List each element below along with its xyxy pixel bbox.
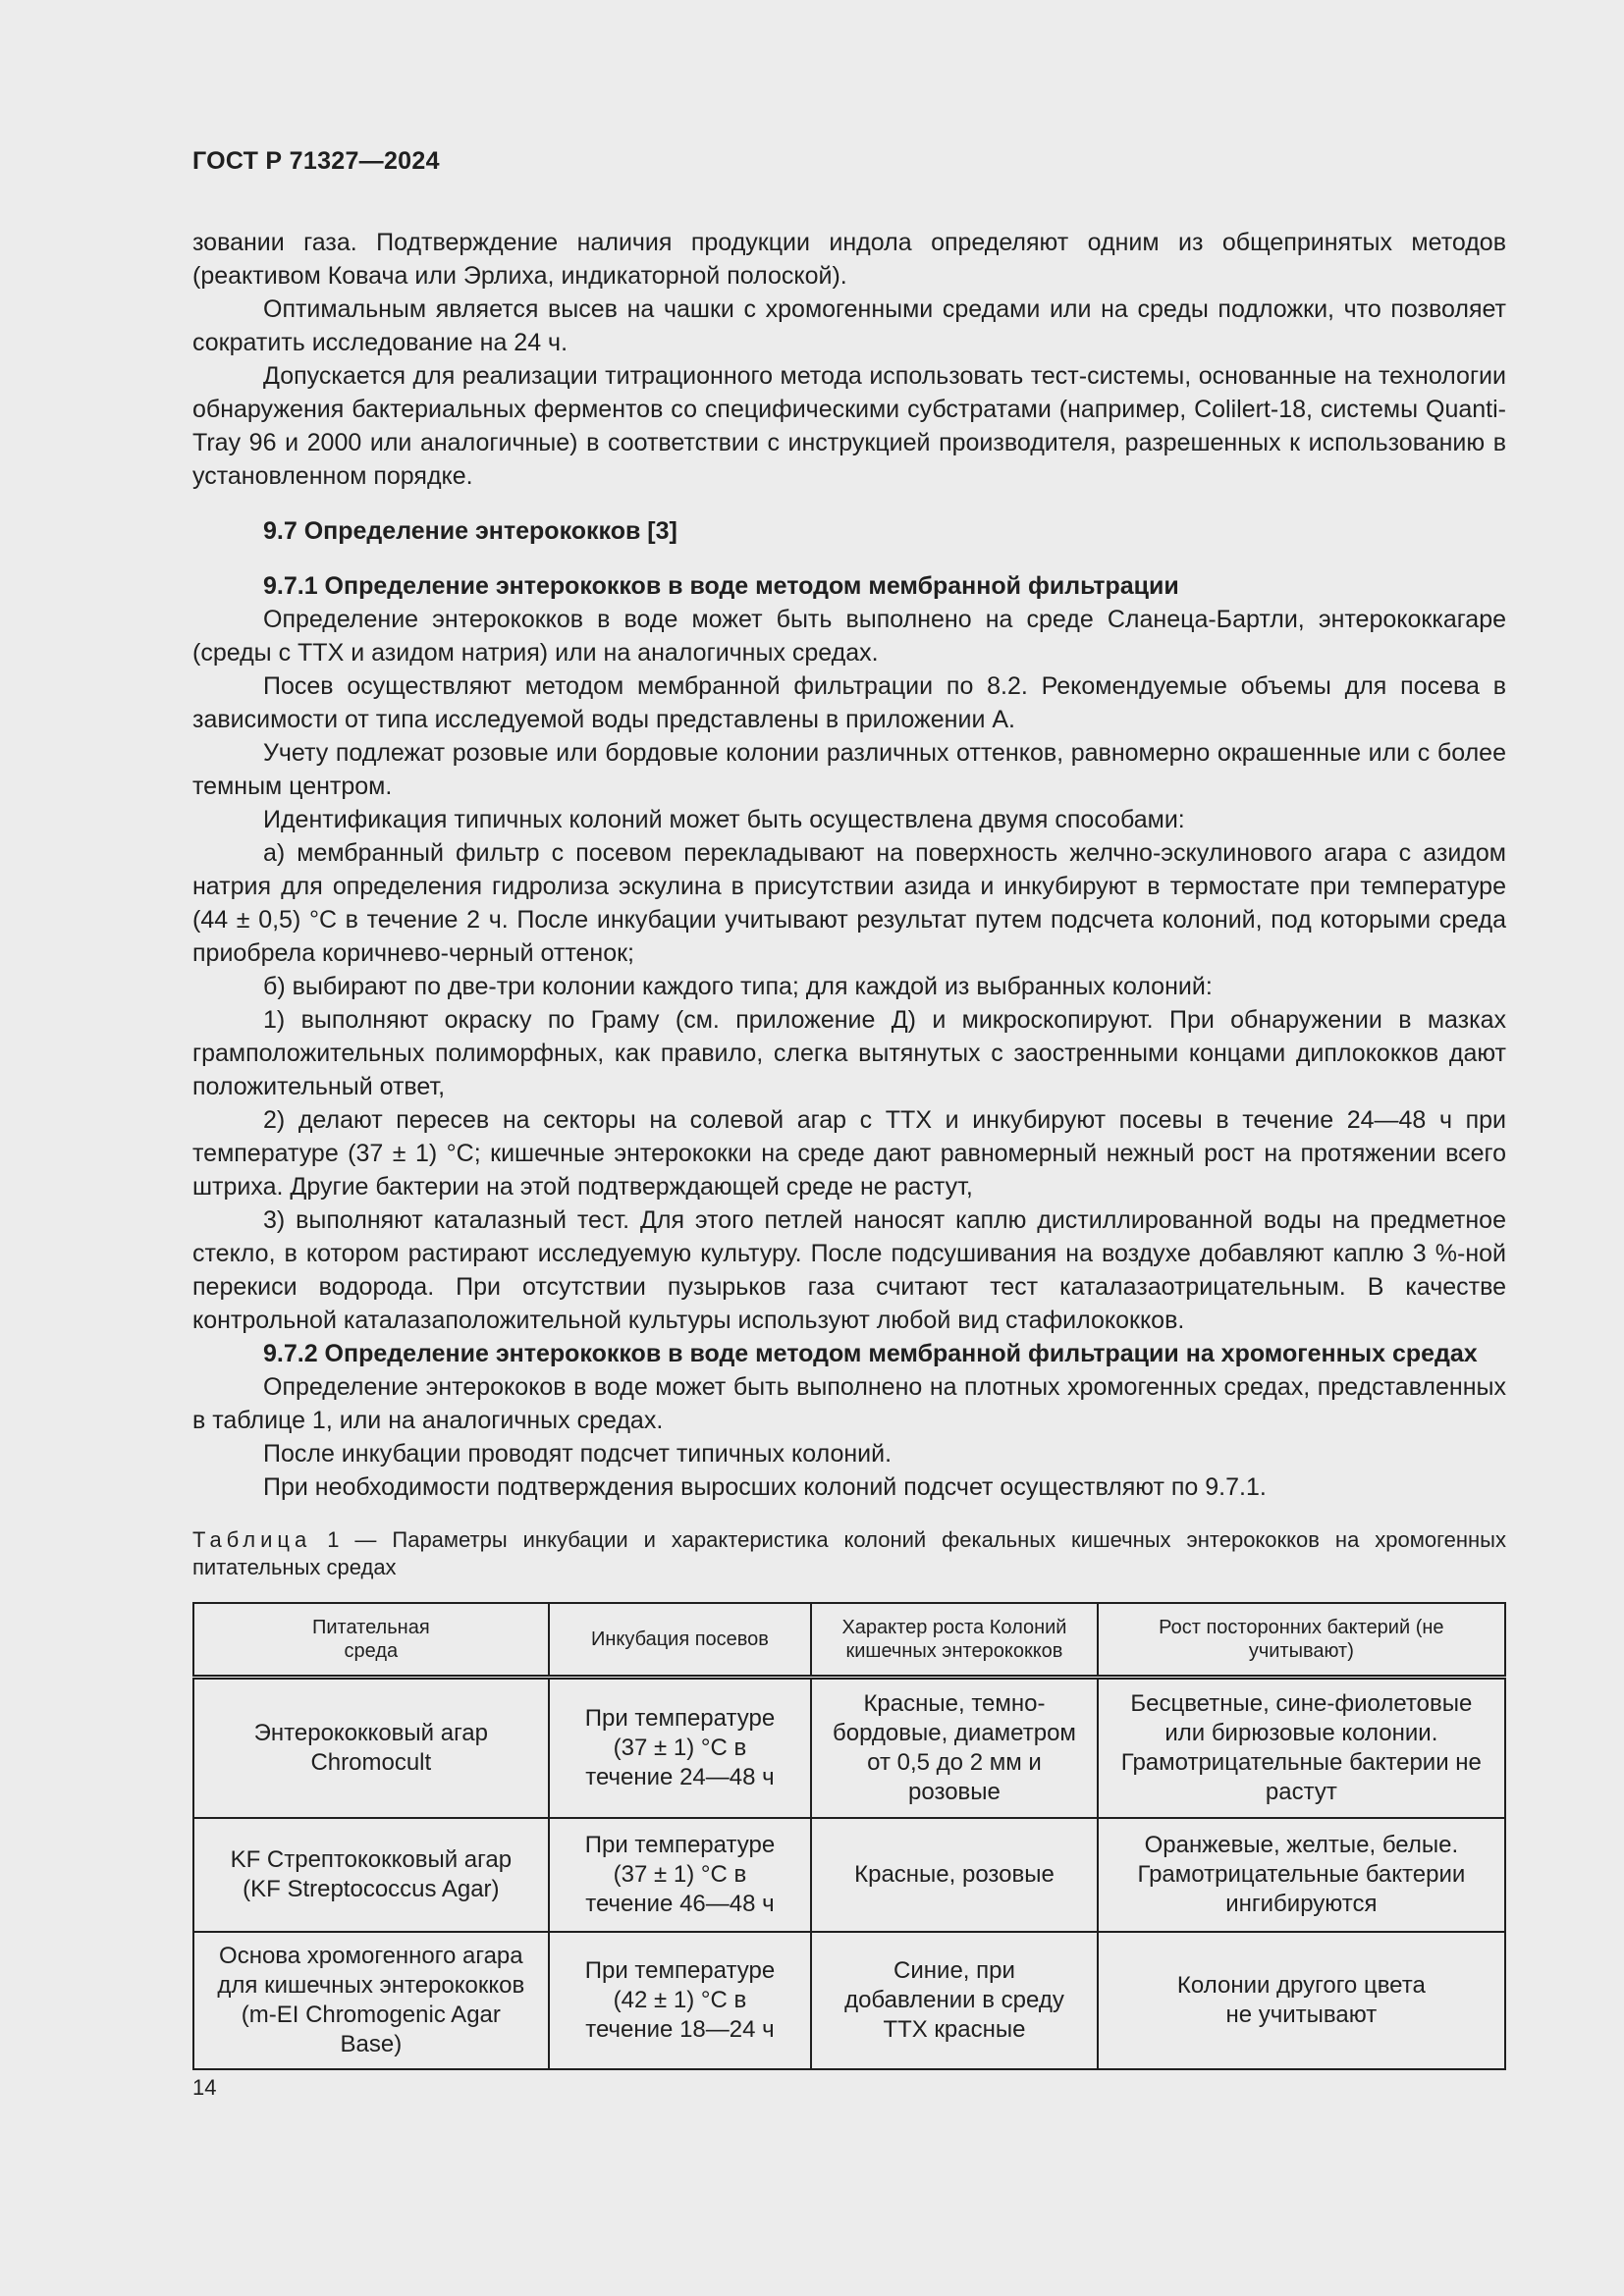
document-header: ГОСТ Р 71327—2024 xyxy=(192,147,440,175)
column-header-incubation: Инкубация посевов xyxy=(549,1603,812,1678)
paragraph: Определение энтерококов в воде может быть выполнено на плотных хромогенных средах, представленных в таблице 1, или на аналогичных средах. xyxy=(192,1373,1506,1434)
paragraph: зовании газа. Подтверждение наличия продукции индола определяют одним из общепринятых методов (реактивом Ковача или Эрлиха, индикаторной полоской). xyxy=(192,229,1506,290)
table-cell: Колонии другого цвета не учитывают xyxy=(1098,1932,1505,2069)
table-cell: Энтерококковый агар Chromocult xyxy=(193,1678,549,1819)
table-cell: Оранжевые, желтые, белые. Грамотрицательные бактерии ингибируются xyxy=(1098,1818,1505,1932)
table-cell: Красные, темно-бордовые, диаметром от 0,5 до 2 мм и розовые xyxy=(811,1678,1097,1819)
paragraph: Допускается для реализации титрационного метода использовать тест-системы, основанные на технологии обнаружения бактериальных ферментов со специфическими субстратами (например, Colilert-18, системы Quanti-Tray 96 и 2000 или аналогичные) в соответствии с инструкцией производителя, разрешенных к использованию в установленном порядке. xyxy=(192,362,1506,490)
paragraph: Оптимальным является высев на чашки с хромогенными средами или на среды подложки, что позволяет сократить исследование на 24 ч. xyxy=(192,295,1506,356)
table-caption-label: Таблица xyxy=(192,1527,312,1552)
parameters-table xyxy=(192,1602,1506,2070)
paragraph: Идентификация типичных колоний может быть осуществлена двумя способами: xyxy=(263,806,1185,833)
table-cell: Красные, розовые xyxy=(811,1818,1097,1932)
list-item: б) выбирают по две-три колонии каждого типа; для каждой из выбранных колоний: xyxy=(263,973,1213,1000)
paragraph: После инкубации проводят подсчет типичных колоний. xyxy=(263,1440,893,1468)
table-cell: KF Стрептококковый агар (KF Streptococcus Agar) xyxy=(193,1818,549,1932)
table-header-row xyxy=(193,1603,1505,1678)
table-cell: Синие, при добавлении в среду ТТХ красные xyxy=(811,1932,1097,2069)
page-number: 14 xyxy=(192,2075,217,2100)
table-cell: При температуре (37 ± 1) °С в течение 46—48 ч xyxy=(549,1818,812,1932)
column-header-medium: Питательная среда xyxy=(193,1603,549,1678)
table-row xyxy=(193,1932,1505,2069)
table-cell: Основа хромогенного агара для кишечных энтерококков (m-EI Chromogenic Agar Base) xyxy=(193,1932,549,2069)
paragraph: Определение энтерококков в воде может быть выполнено на среде Сланеца-Бартли, энтерококкагаре (среды с ТТХ и азидом натрия) или на аналогичных средах. xyxy=(192,606,1506,667)
section-heading-9-7-2: 9.7.2 Определение энтерококков в воде методом мембранной фильтрации на хромогенных средах xyxy=(263,1340,1478,1367)
paragraph: Учету подлежат розовые или бордовые колонии различных оттенков, равномерно окрашенные или с более темным центром. xyxy=(192,739,1506,800)
paragraph: При необходимости подтверждения выросших колоний подсчет осуществляют по 9.7.1. xyxy=(263,1473,1267,1501)
table-row xyxy=(193,1678,1505,1819)
column-header-foreign-bacteria: Рост посторонних бактерий (не учитывают) xyxy=(1098,1603,1505,1678)
table-caption-text: 1 — Параметры инкубации и характеристика колоний фекальных кишечных энтерококков на хромогенных питательных средах xyxy=(192,1527,1506,1579)
list-item: 2) делают пересев на секторы на солевой агар с ТТХ и инкубируют посевы в течение 24—48 ч при температуре (37 ± 1) °С; кишечные энтерококки на среде дают равномерный нежный рост на протяжении всего штриха. Другие бактерии на этой подтверждающей среде не растут, xyxy=(192,1106,1506,1201)
paragraph: Посев осуществляют методом мембранной фильтрации по 8.2. Рекомендуемые объемы для посева в зависимости от типа исследуемой воды представлены в приложении А. xyxy=(192,672,1506,733)
section-heading-9-7-1: 9.7.1 Определение энтерококков в воде методом мембранной фильтрации xyxy=(263,572,1179,600)
table-cell: При температуре (42 ± 1) °С в течение 18—24 ч xyxy=(549,1932,812,2069)
table-cell: Бесцветные, сине-фиолетовые или бирюзовые колонии. Грамотрицательные бактерии не растут xyxy=(1098,1678,1505,1819)
list-item: 1) выполняют окраску по Граму (см. приложение Д) и микроскопируют. При обнаружении в мазках грамположительных полиморфных, как правило, слегка вытянутых с заостренными концами диплококков дают положительный ответ, xyxy=(192,1006,1506,1100)
list-item: а) мембранный фильтр с посевом перекладывают на поверхность желчно-эскулинового агара с азидом натрия для определения гидролиза эскулина в присутствии азида и инкубируют в термостате при температуре (44 ± 0,5) °С в течение 2 ч. После инкубации учитывают результат путем подсчета колоний, под которыми среда приобрела коричнево-черный оттенок; xyxy=(192,839,1506,967)
table-row xyxy=(193,1818,1505,1932)
list-item: 3) выполняют каталазный тест. Для этого петлей наносят каплю дистиллированной воды на предметное стекло, в котором растирают исследуемую культуру. После подсушивания на воздухе добавляют каплю 3 %-ной перекиси водорода. При отсутствии пузырьков газа считают тест каталазаотрицательным. В качестве контрольной каталазаположительной культуры используют любой вид стафилококков. xyxy=(192,1206,1506,1334)
section-heading-9-7: 9.7 Определение энтерококков [3] xyxy=(263,517,677,545)
table-caption xyxy=(192,1526,1506,1581)
table-cell: При температуре (37 ± 1) °С в течение 24—48 ч xyxy=(549,1678,812,1819)
column-header-growth: Характер роста Колоний кишечных энтерококков xyxy=(811,1603,1097,1678)
document-body xyxy=(192,226,1506,1504)
